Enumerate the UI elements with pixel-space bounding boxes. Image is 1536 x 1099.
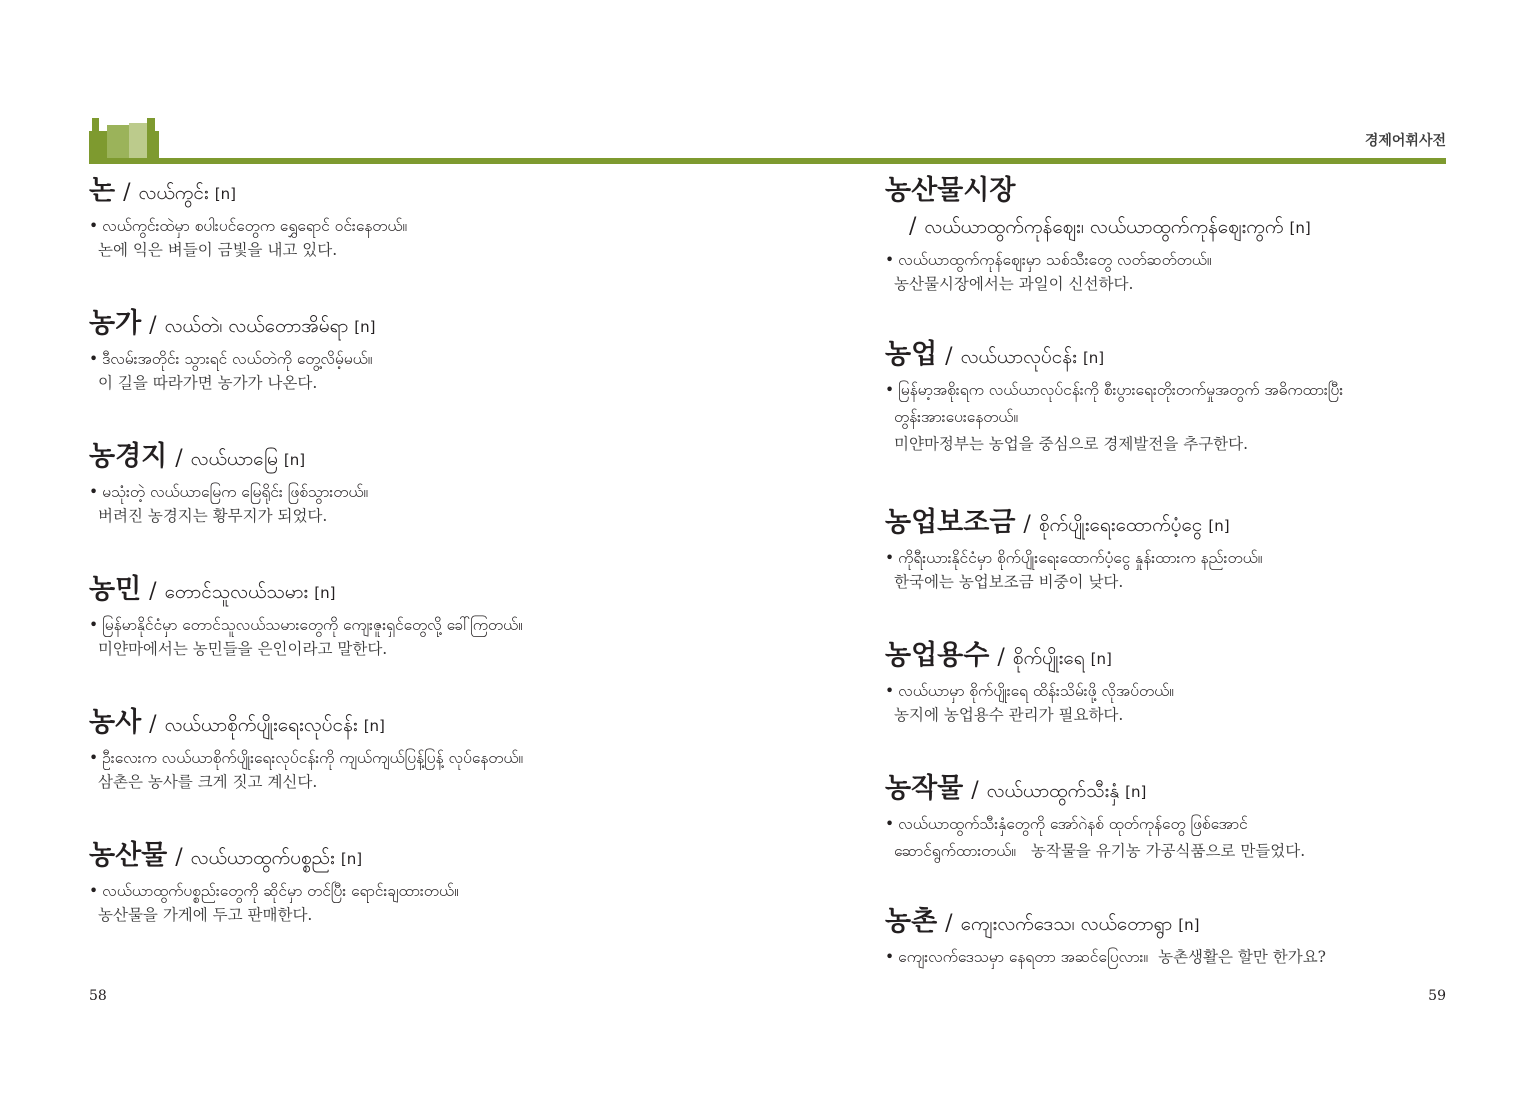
part-of-speech: [n] (1178, 916, 1200, 934)
head-word: 농산물 (89, 840, 168, 871)
separator-slash: / (149, 579, 157, 604)
example-sentence (89, 746, 749, 770)
korean-translation: 농산물시장에서는 과일이 신선하다. (894, 275, 1134, 293)
korean-translation: 버려진 농경지는 황무지가 되었다. (98, 507, 328, 525)
example-text: လယ်ယာထွက်သီးနှံတွေကို အော်ဂဲနစ် ထုတ်ကုန်တွေ ဖြစ်အောင် (898, 815, 1248, 833)
meaning: လယ်ယာမြေ (190, 448, 278, 470)
meaning: လယ်ယာလုပ်ငန်း (960, 346, 1077, 368)
bullet: • (885, 815, 895, 833)
meaning: လယ်ယာထွက်သီးနှံ (986, 780, 1120, 802)
part-of-speech: [n] (214, 185, 236, 203)
meaning: လယ်တဲ၊ လယ်တောအိမ်ရာ (164, 315, 349, 337)
bullet: • (89, 350, 99, 368)
bullet: • (885, 948, 895, 966)
decor-bar (92, 118, 99, 160)
dictionary-entry (89, 702, 749, 835)
bullet: • (89, 749, 99, 767)
example-text: လယ်ယာထွက်ကုန်ဈေးမှာ သစ်သီးတွေ လတ်ဆတ်တယ်။ (898, 251, 1212, 269)
separator-slash: / (175, 446, 183, 471)
meaning: လယ်ယာစိုက်ပျိုးရေးလုပ်ငန်း (164, 714, 358, 736)
example-text: လယ်ယာထွက်ပစ္စည်းတွေကို ဆိုင်မှာ တင်ပြီး ရောင်းချထားတယ်။ (102, 882, 459, 900)
example-text: ကိုရီးယားနိုင်ငံမှာ စိုက်ပျိုးရေးထောက်ပံ့ငွေ နှုန်းထားက နည်းတယ်။ (898, 549, 1263, 567)
separator-slash: / (149, 313, 157, 338)
head-word: 논 (89, 175, 116, 206)
example-text: မြန်မာနိုင်ငံမှာ တောင်သူလယ်သမားတွေကို ကျေးဇူးရှင်တွေလို့ ခေါ်ကြတယ်။ (102, 616, 523, 634)
bullet: • (89, 483, 99, 501)
entry-head (89, 702, 749, 746)
page-number-right: 59 (1428, 988, 1446, 1004)
meaning: စိုက်ပျိုးရေ (1012, 647, 1085, 669)
korean-translation: 한국에는 농업보조금 비중이 낮다. (894, 573, 1124, 591)
separator-slash: / (123, 180, 131, 205)
head-word: 농업용수 (885, 640, 990, 671)
example-text: ကျေးလက်ဒေသမှာ နေရတာ အဆင်ပြေလား။ (898, 948, 1149, 966)
dictionary-entry (885, 901, 1455, 971)
entry-head (89, 569, 749, 613)
entry-head-cont (885, 206, 1455, 248)
head-word: 농촌 (885, 906, 938, 937)
dictionary-entry (89, 835, 749, 968)
header-decoration (89, 117, 159, 160)
dictionary-entry (885, 502, 1455, 635)
entry-head (89, 303, 749, 347)
part-of-speech: [n] (1208, 517, 1230, 535)
left-column (89, 170, 749, 968)
example-text: မသုံးတဲ့ လယ်ယာမြေက မြေရိုင်း ဖြစ်သွားတယ်။ (102, 483, 369, 501)
bullet: • (885, 549, 895, 567)
part-of-speech: [n] (340, 850, 363, 868)
example-text: ဒီလမ်းအတိုင်း သွားရင် လယ်တဲကို တွေ့လိမ့်မယ်။ (102, 350, 373, 368)
separator-slash: / (909, 214, 917, 239)
korean-translation: 이 길을 따라가면 농가가 나온다. (98, 374, 318, 392)
separator-slash: / (175, 845, 183, 870)
dictionary-entry (885, 768, 1455, 901)
dictionary-entry (885, 334, 1455, 502)
example-sentence (885, 945, 1455, 969)
korean-translation: 농지에 농업용수 관리가 필요하다. (894, 706, 1124, 724)
example-sentence (89, 480, 749, 504)
example-sentence (885, 378, 1455, 402)
example-text: မြန်မာ့အစိုးရက လယ်ယာလုပ်ငန်းကို စီးပွားရေးတိုးတက်မှုအတွက် အဓိကထားပြီး (898, 381, 1344, 399)
entry-head (885, 334, 1455, 378)
separator-slash: / (149, 712, 157, 737)
example-continuation: တွန်းအားပေးနေတယ်။ (894, 408, 1019, 426)
entry-head (885, 635, 1455, 679)
decor-bar (147, 118, 155, 160)
part-of-speech: [n] (283, 451, 306, 469)
right-column (885, 170, 1455, 971)
korean-translation: 미얀마정부는 농업을 중심으로 경제발전을 추구한다. (894, 435, 1249, 453)
head-word: 농업 (885, 339, 938, 370)
separator-slash: / (1023, 512, 1031, 537)
bullet: • (89, 882, 99, 900)
meaning: တောင်သူလယ်သမား (164, 581, 309, 603)
entry-head (885, 502, 1455, 546)
example-text: လယ်ယာမှာ စိုက်ပျိုးရေ ထိန်းသိမ်းဖို့ လိုအပ်တယ်။ (898, 682, 1174, 700)
meaning: ကျေးလက်ဒေသ၊ လယ်တောရွာ (960, 913, 1173, 935)
page-number-left: 58 (89, 988, 107, 1004)
example-sentence (89, 613, 749, 637)
example-continuation-text: ဆောင်ရွက်ထားတယ်။ (894, 842, 1016, 860)
entry-head (885, 768, 1455, 812)
bullet: • (885, 682, 895, 700)
separator-slash: / (945, 344, 953, 369)
head-word: 농업보조금 (885, 507, 1016, 538)
entry-head (89, 835, 749, 879)
part-of-speech: [n] (363, 717, 385, 735)
separator-slash: / (997, 645, 1005, 670)
meaning: လယ်ယာထွက်ပစ္စည်း (190, 847, 335, 869)
example-sentence (89, 214, 749, 238)
decor-bar (107, 125, 129, 160)
head-word: 농경지 (89, 441, 168, 472)
bullet: • (885, 251, 895, 269)
part-of-speech: [n] (314, 584, 336, 602)
part-of-speech: [n] (354, 318, 376, 336)
korean-translation: 농작물을 유기농 가공식품으로 만들었다. (1030, 842, 1306, 860)
meaning: စိုက်ပျိုးရေးထောက်ပံ့ငွေ (1038, 514, 1203, 536)
header-rule (89, 158, 1446, 164)
head-word: 농작물 (885, 773, 964, 804)
head-word: 농산물시장 (885, 175, 1016, 206)
korean-translation: 농산물을 가게에 두고 판매한다. (98, 906, 313, 924)
part-of-speech: [n] (1125, 783, 1147, 801)
head-word: 농민 (89, 574, 142, 605)
entry-head (89, 170, 749, 214)
entry-head (89, 436, 749, 480)
example-sentence (885, 679, 1455, 703)
entry-head (885, 901, 1455, 945)
separator-slash: / (945, 911, 953, 936)
example-text: ဦးလေးက လယ်ယာစိုက်ပျိုးရေးလုပ်ငန်းကို ကျယ်ကျယ်ပြန့်ပြန့် လုပ်နေတယ်။ (102, 749, 524, 767)
korean-translation: 농촌생활은 할만 한가요? (1158, 948, 1326, 966)
example-continuation (885, 836, 1455, 866)
part-of-speech: [n] (1090, 650, 1112, 668)
dictionary-entry (89, 303, 749, 436)
korean-translation: 논에 익은 벼들이 금빛을 내고 있다. (98, 241, 338, 259)
bullet: • (89, 217, 99, 235)
meaning: လယ်ယာထွက်ကုန်ဈေး၊ လယ်ယာထွက်ကုန်ဈေးကွက် (924, 216, 1284, 238)
dictionary-entry (89, 170, 749, 303)
head-word: 농가 (89, 308, 142, 339)
korean-translation: 삼촌은 농사를 크게 짓고 계신다. (98, 773, 318, 791)
example-sentence (885, 248, 1455, 272)
meaning: လယ်ကွင်း (138, 182, 209, 204)
korean-translation: 미얀마에서는 농민들을 은인이라고 말한다. (98, 640, 388, 658)
dictionary-entry (89, 436, 749, 569)
example-sentence (89, 879, 749, 903)
example-sentence (89, 347, 749, 371)
part-of-speech: [n] (1082, 349, 1105, 367)
bullet: • (89, 616, 99, 634)
part-of-speech: [n] (1289, 219, 1311, 237)
dictionary-entry (885, 635, 1455, 768)
separator-slash: / (971, 778, 979, 803)
running-header-title: 경제어휘사전 (1364, 133, 1446, 149)
example-sentence (885, 812, 1455, 836)
bullet: • (885, 381, 895, 399)
example-text: လယ်ကွင်းထဲမှာ စပါးပင်တွေက ရွှေရောင် ဝင်းနေတယ်။ (102, 217, 408, 235)
example-sentence (885, 546, 1455, 570)
dictionary-entry (89, 569, 749, 702)
dictionary-entry (885, 170, 1455, 334)
decor-bar (129, 123, 147, 160)
head-word: 농사 (89, 707, 142, 738)
